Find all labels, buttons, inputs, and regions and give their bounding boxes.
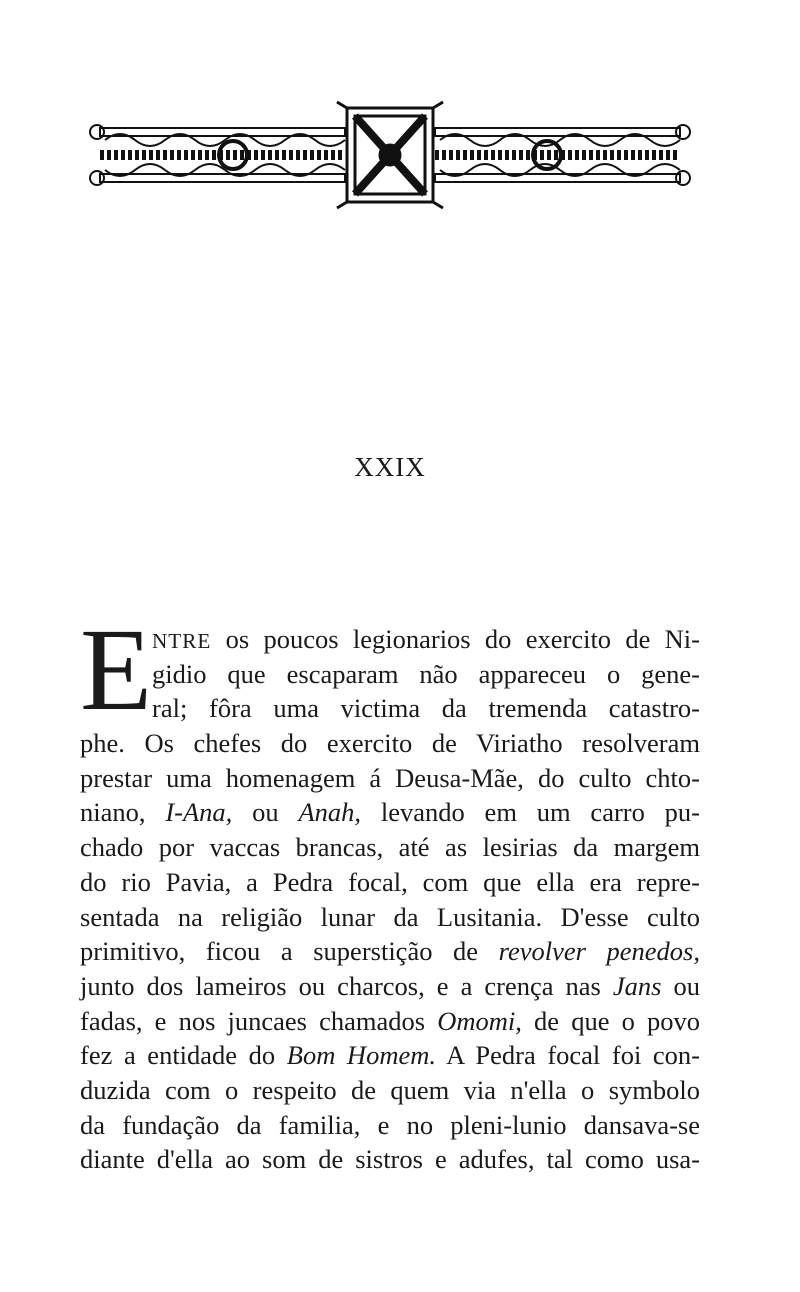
text-segment: ou (661, 970, 701, 1001)
text-line (80, 1108, 700, 1143)
text-segment: A Pedra focal foi con- (436, 1040, 701, 1071)
text-line (80, 934, 700, 969)
text-segment: phe. Os chefes do exercito de Viriatho resolveram (80, 728, 700, 759)
text-line (80, 795, 700, 830)
text-line (80, 1073, 700, 1108)
drop-cap: E (80, 604, 153, 735)
text-segment: ou (232, 797, 299, 828)
text-segment: NTRE (152, 629, 212, 653)
text-segment: fadas, e nos juncaes chamados (80, 1005, 438, 1036)
text-segment: diante d'ella ao som de sistros e adufes, tal como usa- (80, 1144, 700, 1175)
text-segment: da fundação da familia, e no pleni-lunio dansava-se (80, 1109, 700, 1140)
text-line (80, 622, 700, 657)
text-line (80, 1142, 700, 1177)
text-segment: do rio Pavia, a Pedra focal, com que ella era repre- (80, 866, 700, 897)
text-segment: duzida com o respeito de quem via n'ella o symbolo (80, 1074, 700, 1105)
text-segment: os poucos legionarios do exercito de Ni- (211, 624, 700, 654)
text-segment: levando em um carro pu- (361, 797, 701, 828)
text-segment: gidio que escaparam não appareceu o gene- (152, 658, 700, 689)
text-line (80, 969, 700, 1004)
text-segment: chado por vaccas brancas, até as lesirias da margem (80, 832, 700, 863)
body-paragraph (80, 604, 701, 1177)
text-line (80, 900, 700, 935)
italic-term: Jans (612, 970, 662, 1001)
text-segment: prestar uma homenagem á Deusa-Mãe, do culto chto- (80, 762, 700, 793)
decorative-header-ornament (85, 100, 695, 210)
italic-term: Bom Homem. (286, 1040, 436, 1071)
text-segment: junto dos lameiros ou charcos, e a crença nas (80, 970, 613, 1001)
italic-term: revolver penedos, (498, 936, 700, 967)
text-line (80, 691, 700, 726)
text-segment: de que o povo (521, 1005, 700, 1036)
italic-term: I-Ana, (165, 797, 233, 828)
text-line (80, 865, 700, 900)
text-line (80, 830, 700, 865)
text-segment: primitivo, ficou a superstição de (80, 936, 499, 967)
text-line (80, 726, 700, 761)
text-segment: sentada na religião lunar da Lusitania. D'esse culto (80, 901, 700, 932)
text-segment: niano, (80, 797, 166, 828)
text-line (80, 657, 700, 692)
text-segment: fez a entidade do (80, 1040, 287, 1071)
italic-term: Anah, (298, 797, 362, 828)
italic-term: Omomi, (437, 1005, 522, 1036)
text-line (80, 761, 700, 796)
text-line (80, 1038, 700, 1073)
chapter-number: XXIX (354, 452, 426, 482)
text-segment: ral; fôra uma victima da tremenda catastro- (152, 693, 700, 724)
text-line (80, 1004, 700, 1039)
